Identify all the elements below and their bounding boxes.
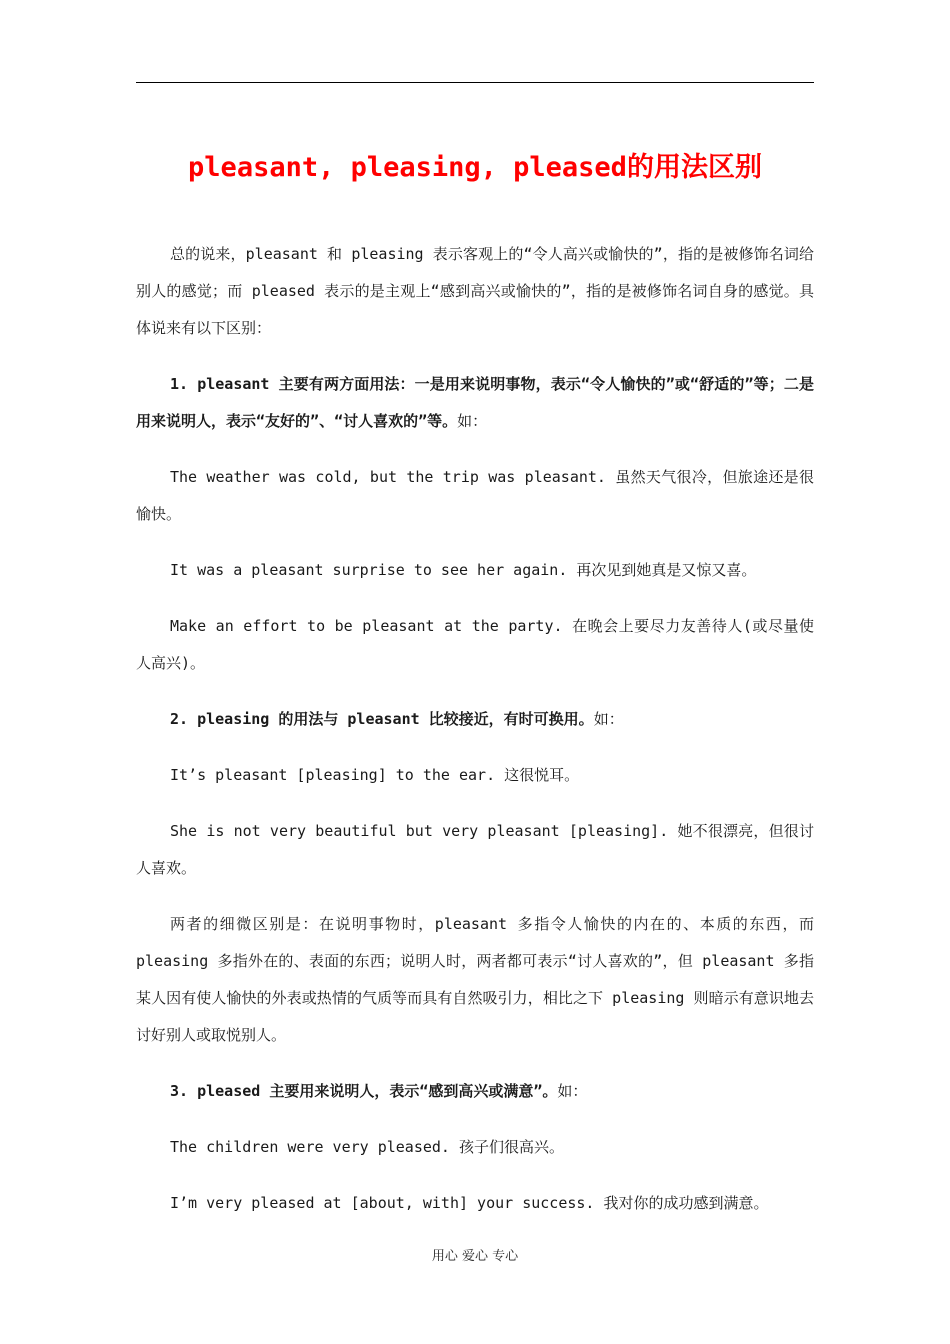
example-paragraph: She is not very beautiful but very pleasant [pleasing]. 她不很漂亮，但很讨人喜欢。 bbox=[136, 821, 814, 877]
section-1-heading bbox=[136, 366, 814, 440]
document-body bbox=[136, 236, 814, 1222]
section-2-note: 两者的细微区别是：在说明事物时，pleasant 多指令人愉快的内在的、本质的东西，而 pleasing 多指外在的、表面的东西；说明人时，两者都可表示“讨人喜欢的”，但 pleasant 多指某人因有使人愉快的外表或热情的气质等而具有自然吸引力，相比之下 pleasing 则暗示有意识地去讨好别人或取悦别人。 bbox=[136, 914, 814, 1045]
section-2-heading-suffix: 如： bbox=[593, 710, 624, 728]
example-paragraph: I’m very pleased at [about, with] your success. 我对你的成功感到满意。 bbox=[170, 1193, 769, 1212]
section-3-heading-text: 3. pleased 主要用来说明人，表示“感到高兴或满意”。 bbox=[170, 1082, 558, 1100]
example-paragraph: Make an effort to be pleasant at the party. 在晚会上要尽力友善待人(或尽量使人高兴)。 bbox=[136, 617, 814, 673]
section-2-heading bbox=[136, 701, 814, 738]
intro-paragraph: 总的说来，pleasant 和 pleasing 表示客观上的“令人高兴或愉快的”，指的是被修饰名词给别人的感觉；而 pleased 表示的是主观上“感到高兴或愉快的”，指的是被修饰名词自身的感觉。具体说来有以下区别： bbox=[136, 245, 814, 338]
page-footer: 用心 爱心 专心 bbox=[431, 1249, 519, 1264]
example-paragraph: The weather was cold, but the trip was pleasant. 虽然天气很冷，但旅途还是很愉快。 bbox=[136, 468, 814, 524]
section-1-heading-suffix: 如： bbox=[457, 412, 488, 431]
section-3-heading bbox=[136, 1073, 814, 1110]
section-3-heading-suffix: 如： bbox=[557, 1082, 588, 1100]
example-paragraph: It’s pleasant [pleasing] to the ear. 这很悦耳。 bbox=[170, 765, 580, 784]
header-rule bbox=[136, 82, 814, 83]
document-title: pleasant, pleasing, pleased的用法区别 bbox=[188, 152, 762, 184]
section-1-heading-text: 1. pleasant 主要有两方面用法：一是用来说明事物，表示“令人愉快的”或“舒适的”等；二是用来说明人，表示“友好的”、“讨人喜欢的”等。 bbox=[136, 375, 814, 431]
section-2-heading-text: 2. pleasing 的用法与 pleasant 比较接近，有时可换用。 bbox=[170, 710, 594, 728]
example-paragraph: It was a pleasant surprise to see her again. 再次见到她真是又惊又喜。 bbox=[170, 561, 757, 580]
example-paragraph: The children were very pleased. 孩子们很高兴。 bbox=[170, 1137, 564, 1156]
